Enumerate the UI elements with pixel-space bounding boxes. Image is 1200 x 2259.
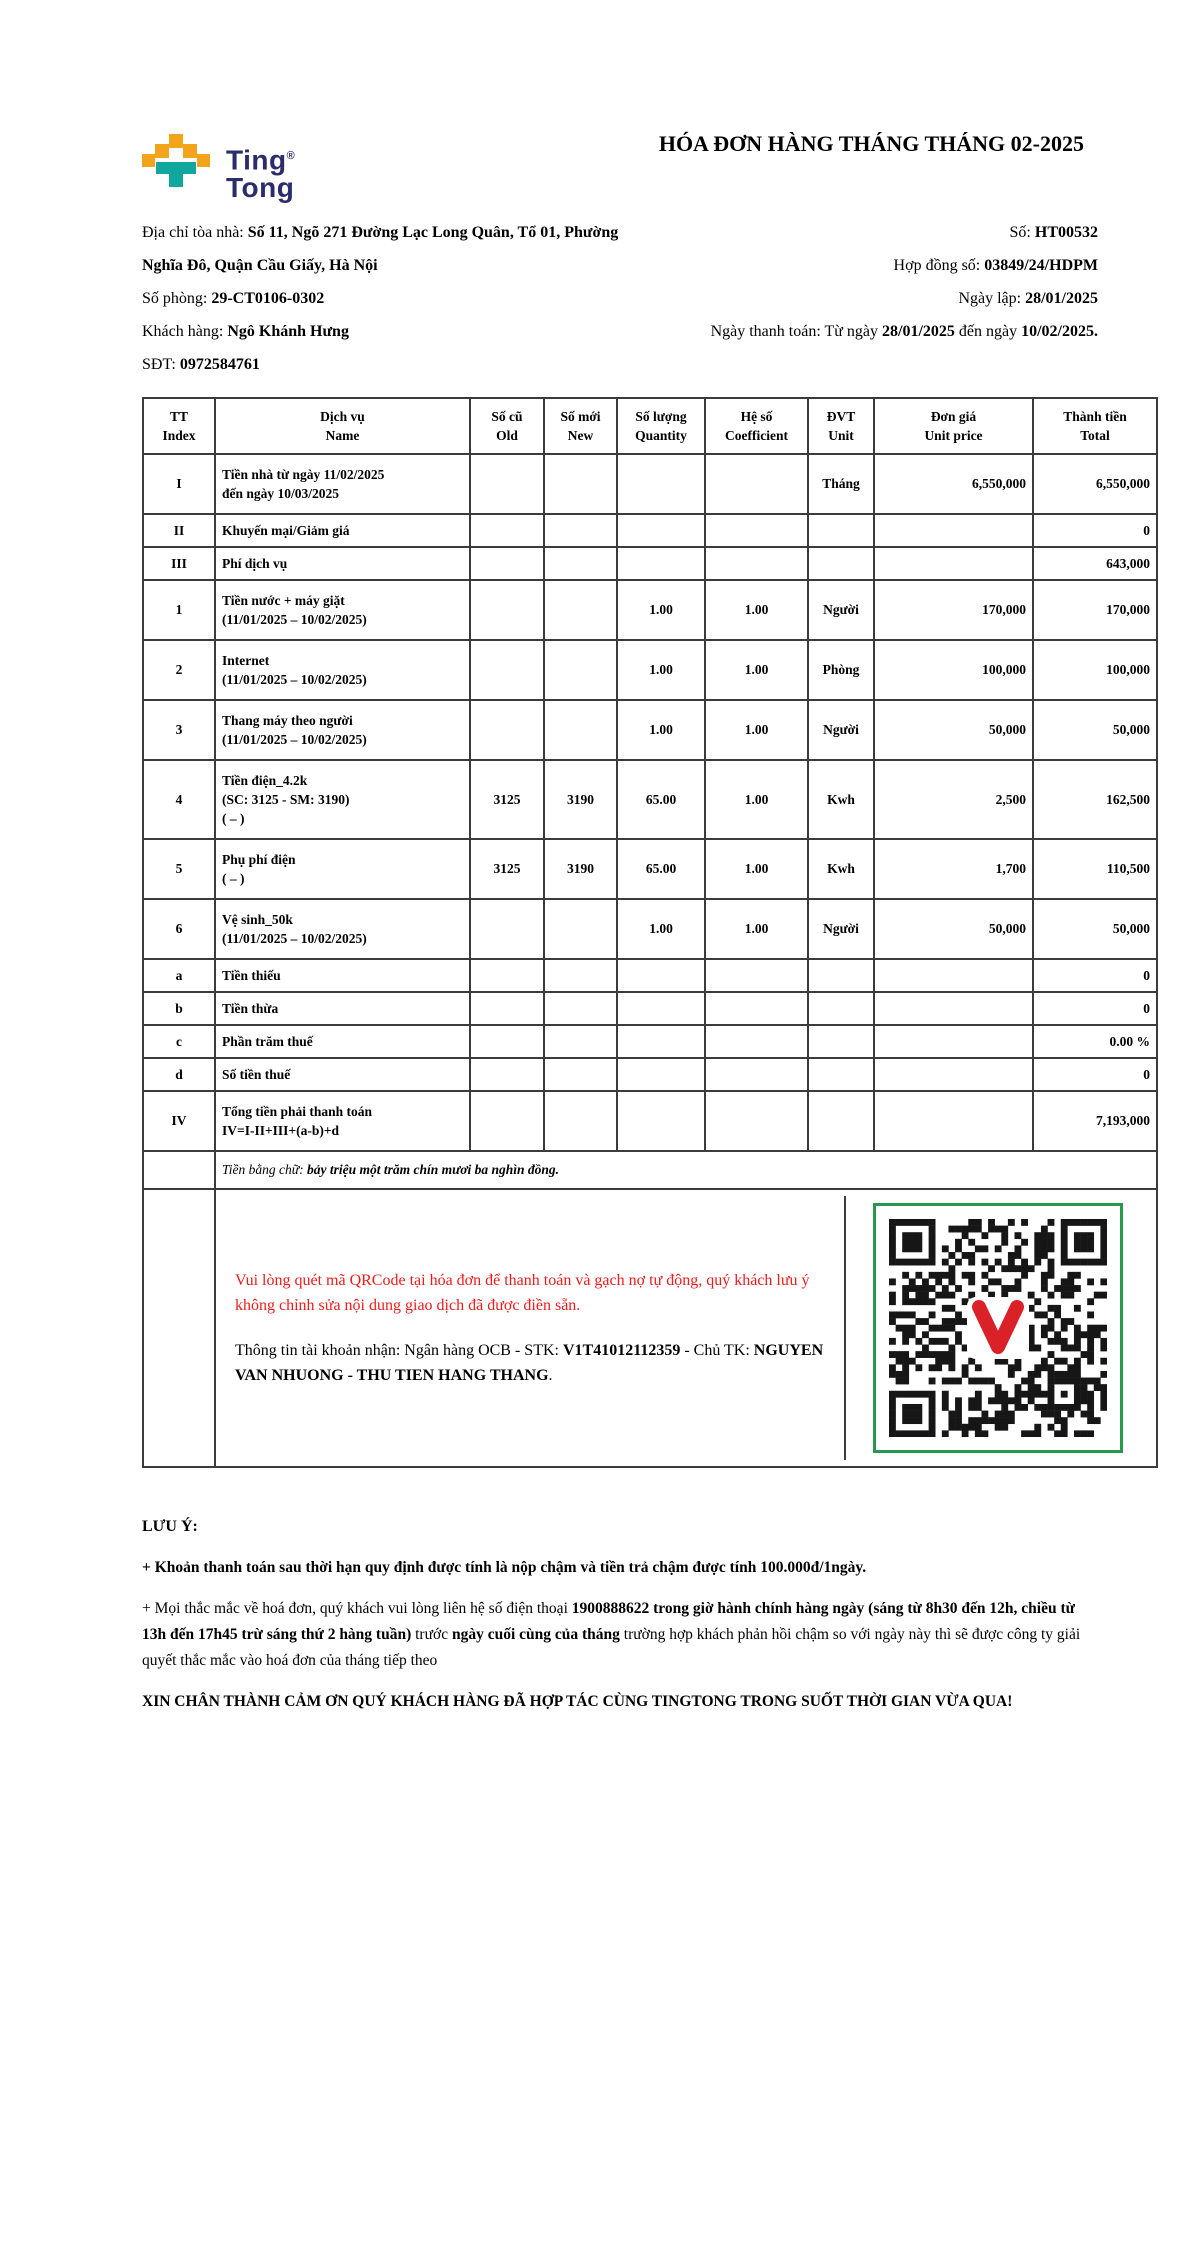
cell-unit: Người xyxy=(808,700,874,760)
column-header: Số cũ Old xyxy=(470,398,544,454)
cell-service-name: Tổng tiền phải thanh toán IV=I-II+III+(a-b)+d xyxy=(215,1091,470,1151)
cell-quantity: 65.00 xyxy=(617,839,705,899)
cell-old-reading xyxy=(470,899,544,959)
cell-unit-price: 6,550,000 xyxy=(874,454,1033,514)
cell-total: 0.00 % xyxy=(1033,1025,1157,1058)
cell-new-reading xyxy=(544,640,617,700)
brand-name-top: Ting xyxy=(226,144,287,176)
qr-row xyxy=(143,1189,1157,1467)
qr-merged-cell xyxy=(215,1189,1157,1467)
cell-total: 0 xyxy=(1033,514,1157,547)
cell-index: 3 xyxy=(143,700,215,760)
cell-index: II xyxy=(143,514,215,547)
cell-service-name: Thang máy theo người (11/01/2025 – 10/02/2025) xyxy=(215,700,470,760)
cell-unit: Kwh xyxy=(808,839,874,899)
info-issue-date: Ngày lập: 28/01/2025 xyxy=(958,290,1098,308)
info-phone: SĐT: 0972584761 xyxy=(142,356,260,374)
column-header: Hệ số Coefficient xyxy=(705,398,808,454)
cell-index: I xyxy=(143,454,215,514)
table-row xyxy=(143,760,1157,839)
cell-index: III xyxy=(143,547,215,580)
cell-old-reading: 3125 xyxy=(470,760,544,839)
late-payment-note: + Khoản thanh toán sau thời hạn quy định được tính là nộp chậm và tiền trả chậm được tính 100.000đ/1ngày. xyxy=(142,1559,867,1577)
invoice-content xyxy=(142,128,1156,1715)
cell-index: 2 xyxy=(143,640,215,700)
cell-old-reading xyxy=(470,1025,544,1058)
cell-total: 170,000 xyxy=(1033,580,1157,640)
cell-quantity: 1.00 xyxy=(617,700,705,760)
column-header: Thành tiền Total xyxy=(1033,398,1157,454)
cell-service-name: Tiền điện_4.2k (SC: 3125 - SM: 3190) ( – ) xyxy=(215,760,470,839)
cell-quantity: 1.00 xyxy=(617,899,705,959)
cell-unit-price xyxy=(874,959,1033,992)
payment-instructions xyxy=(222,1196,846,1460)
cell-old-reading xyxy=(470,1058,544,1091)
cell-unit-price: 170,000 xyxy=(874,580,1033,640)
table-row xyxy=(143,454,1157,514)
table-row xyxy=(143,1058,1157,1091)
cell-quantity xyxy=(617,1058,705,1091)
cell-unit: Kwh xyxy=(808,760,874,839)
cell-unit-price xyxy=(874,547,1033,580)
cell-unit-price xyxy=(874,1025,1033,1058)
qr-warning-text: Vui lòng quét mã QRCode tại hóa đơn để thanh toán và gạch nợ tự động, quý khách lưu ý không chỉnh sửa nội dung giao dịch đã được điền sẵn. xyxy=(235,1272,810,1315)
cell-total: 162,500 xyxy=(1033,760,1157,839)
cell-quantity xyxy=(617,1025,705,1058)
cell-service-name: Tiền nước + máy giặt (11/01/2025 – 10/02/2025) xyxy=(215,580,470,640)
qr-code-area xyxy=(846,1196,1150,1460)
notes-title: LƯU Ý: xyxy=(142,1518,198,1536)
cell-quantity xyxy=(617,959,705,992)
cell-coefficient: 1.00 xyxy=(705,580,808,640)
brand-wordmark xyxy=(226,142,295,202)
thank-you-note: XIN CHÂN THÀNH CẢM ƠN QUÝ KHÁCH HÀNG ĐÃ HỢP TÁC CÙNG TINGTONG TRONG SUỐT THỜI GIAN VỪA QUA! xyxy=(142,1693,1013,1711)
cell-index: 1 xyxy=(143,580,215,640)
cell-unit-price xyxy=(874,992,1033,1025)
cell-unit: Người xyxy=(808,899,874,959)
cell-quantity xyxy=(617,1091,705,1151)
cell-old-reading xyxy=(470,514,544,547)
table-row xyxy=(143,547,1157,580)
column-header: Số lượng Quantity xyxy=(617,398,705,454)
cell-unit: Tháng xyxy=(808,454,874,514)
cell-coefficient xyxy=(705,1058,808,1091)
info-payment-period: Ngày thanh toán: Từ ngày 28/01/2025 đến ngày 10/02/2025. xyxy=(710,323,1098,341)
table-row xyxy=(143,959,1157,992)
cell-service-name: Vệ sinh_50k (11/01/2025 – 10/02/2025) xyxy=(215,899,470,959)
info-invoice-number: Số: HT00532 xyxy=(1009,224,1098,242)
cell-coefficient: 1.00 xyxy=(705,760,808,839)
cell-service-name: Phụ phí điện ( – ) xyxy=(215,839,470,899)
cell-coefficient xyxy=(705,959,808,992)
cell-new-reading xyxy=(544,454,617,514)
cell-unit: Người xyxy=(808,580,874,640)
cell-new-reading xyxy=(544,992,617,1025)
cell-index: IV xyxy=(143,1091,215,1151)
cell-service-name: Khuyến mại/Giảm giá xyxy=(215,514,470,547)
table-row xyxy=(143,640,1157,700)
footer-notes xyxy=(142,1514,1156,1715)
cell-unit xyxy=(808,1058,874,1091)
cell-new-reading xyxy=(544,899,617,959)
invoice-info xyxy=(142,216,1156,381)
cell-total: 643,000 xyxy=(1033,547,1157,580)
cell-old-reading: 3125 xyxy=(470,839,544,899)
cell-old-reading xyxy=(470,547,544,580)
cell-quantity: 1.00 xyxy=(617,580,705,640)
cell-new-reading xyxy=(544,547,617,580)
cell-service-name: Phần trăm thuế xyxy=(215,1025,470,1058)
cell-index: 4 xyxy=(143,760,215,839)
cell-unit xyxy=(808,514,874,547)
info-left-column xyxy=(142,216,647,381)
table-row xyxy=(143,839,1157,899)
table-row xyxy=(143,1091,1157,1151)
cell-service-name: Tiền nhà từ ngày 11/02/2025 đến ngày 10/03/2025 xyxy=(215,454,470,514)
cell-new-reading xyxy=(544,1058,617,1091)
cell-coefficient xyxy=(705,1091,808,1151)
table-header xyxy=(143,398,1157,454)
cell-coefficient: 1.00 xyxy=(705,640,808,700)
cell-old-reading xyxy=(470,580,544,640)
tingtong-logo xyxy=(142,134,295,202)
bank-account-text: Thông tin tài khoản nhận: Ngân hàng OCB - STK: V1T41012112359 - Chủ TK: NGUYEN VAN NHUONG - THU TIEN HANG THANG. xyxy=(235,1342,824,1385)
cell-unit-price: 50,000 xyxy=(874,700,1033,760)
cell-coefficient xyxy=(705,514,808,547)
invoice-title: HÓA ĐƠN HÀNG THÁNG THÁNG 02-2025 xyxy=(658,131,1084,156)
cell-total: 50,000 xyxy=(1033,899,1157,959)
column-header: Số mới New xyxy=(544,398,617,454)
table-row xyxy=(143,700,1157,760)
cell-unit-price xyxy=(874,1058,1033,1091)
cell-unit xyxy=(808,547,874,580)
cell-unit-price xyxy=(874,1091,1033,1151)
cell-new-reading xyxy=(544,959,617,992)
hotline-note: + Mọi thắc mắc về hoá đơn, quý khách vui lòng liên hệ số điện thoại 1900888622 trong giờ hành chính hàng ngày (sáng từ 8h30 đến 12h, chiều từ 13h đến 17h45 trừ sáng thứ 2 hàng tuần) trước ngày cuối cùng của tháng trường hợp khách phản hồi chậm so với ngày này thì sẽ được công ty giải quyết thắc mắc vào hoá đơn của tháng tiếp theo xyxy=(142,1600,1081,1670)
cell-coefficient: 1.00 xyxy=(705,700,808,760)
cell-total: 7,193,000 xyxy=(1033,1091,1157,1151)
info-room: Số phòng: 29-CT0106-0302 xyxy=(142,290,325,308)
table-row xyxy=(143,514,1157,547)
table-row xyxy=(143,899,1157,959)
info-contract-number: Hợp đồng số: 03849/24/HDPM xyxy=(893,257,1098,275)
cell-old-reading xyxy=(470,640,544,700)
cell-unit-price xyxy=(874,514,1033,547)
cell-index: a xyxy=(143,959,215,992)
cell-index: 6 xyxy=(143,899,215,959)
cell-old-reading xyxy=(470,959,544,992)
cell-unit-price: 1,700 xyxy=(874,839,1033,899)
cell-index: c xyxy=(143,1025,215,1058)
cell-unit: Phòng xyxy=(808,640,874,700)
column-header: Dịch vụ Name xyxy=(215,398,470,454)
cell-total: 6,550,000 xyxy=(1033,454,1157,514)
cell-quantity xyxy=(617,992,705,1025)
cell-unit xyxy=(808,959,874,992)
cell-index: 5 xyxy=(143,839,215,899)
column-header: ĐVT Unit xyxy=(808,398,874,454)
column-header: Đơn giá Unit price xyxy=(874,398,1033,454)
cell-unit-price: 2,500 xyxy=(874,760,1033,839)
cell-old-reading xyxy=(470,992,544,1025)
cell-coefficient xyxy=(705,547,808,580)
cell-coefficient: 1.00 xyxy=(705,899,808,959)
cell-new-reading: 3190 xyxy=(544,839,617,899)
cell-quantity: 1.00 xyxy=(617,640,705,700)
column-header: TT Index xyxy=(143,398,215,454)
cell-new-reading xyxy=(544,580,617,640)
cell-empty xyxy=(143,1151,215,1189)
cell-coefficient xyxy=(705,1025,808,1058)
payment-qr-code xyxy=(873,1203,1123,1453)
cell-total: 0 xyxy=(1033,959,1157,992)
tingtong-pixel-arrow-icon xyxy=(142,134,212,202)
cell-index: b xyxy=(143,992,215,1025)
cell-quantity: 65.00 xyxy=(617,760,705,839)
cell-quantity xyxy=(617,514,705,547)
cell-unit xyxy=(808,992,874,1025)
info-address: Địa chỉ tòa nhà: Số 11, Ngõ 271 Đường Lạc Long Quân, Tổ 01, Phường Nghĩa Đô, Quận Cầu Giấy, Hà Nội xyxy=(142,224,619,275)
cell-new-reading xyxy=(544,1025,617,1058)
cell-unit xyxy=(808,1091,874,1151)
info-customer: Khách hàng: Ngô Khánh Hưng xyxy=(142,323,349,341)
amount-in-words-row xyxy=(143,1151,1157,1189)
cell-unit-price: 100,000 xyxy=(874,640,1033,700)
cell-old-reading xyxy=(470,700,544,760)
cell-coefficient xyxy=(705,454,808,514)
cell-coefficient: 1.00 xyxy=(705,839,808,899)
cell-service-name: Số tiền thuế xyxy=(215,1058,470,1091)
cell-total: 110,500 xyxy=(1033,839,1157,899)
cell-quantity xyxy=(617,547,705,580)
cell-new-reading xyxy=(544,1091,617,1151)
cell-new-reading: 3190 xyxy=(544,760,617,839)
cell-service-name: Tiền thừa xyxy=(215,992,470,1025)
cell-service-name: Phí dịch vụ xyxy=(215,547,470,580)
amount-in-words: Tiền bằng chữ: bảy triệu một trăm chín mươi ba nghìn đồng. xyxy=(215,1151,1157,1189)
cell-empty xyxy=(143,1189,215,1467)
cell-unit-price: 50,000 xyxy=(874,899,1033,959)
cell-service-name: Internet (11/01/2025 – 10/02/2025) xyxy=(215,640,470,700)
info-right-column xyxy=(711,216,1156,381)
cell-old-reading xyxy=(470,454,544,514)
cell-new-reading xyxy=(544,514,617,547)
cell-new-reading xyxy=(544,700,617,760)
table-row xyxy=(143,580,1157,640)
cell-total: 0 xyxy=(1033,1058,1157,1091)
cell-unit xyxy=(808,1025,874,1058)
registered-mark: ® xyxy=(286,150,296,162)
cell-service-name: Tiền thiếu xyxy=(215,959,470,992)
table-row xyxy=(143,1025,1157,1058)
cell-coefficient xyxy=(705,992,808,1025)
invoice-table xyxy=(142,397,1158,1468)
cell-index: d xyxy=(143,1058,215,1091)
cell-total: 100,000 xyxy=(1033,640,1157,700)
cell-total: 0 xyxy=(1033,992,1157,1025)
table-body xyxy=(143,454,1157,1151)
cell-quantity xyxy=(617,454,705,514)
brand-name-bottom: Tong xyxy=(226,172,295,204)
table-row xyxy=(143,992,1157,1025)
cell-total: 50,000 xyxy=(1033,700,1157,760)
invoice-header xyxy=(142,128,1156,202)
cell-old-reading xyxy=(470,1091,544,1151)
